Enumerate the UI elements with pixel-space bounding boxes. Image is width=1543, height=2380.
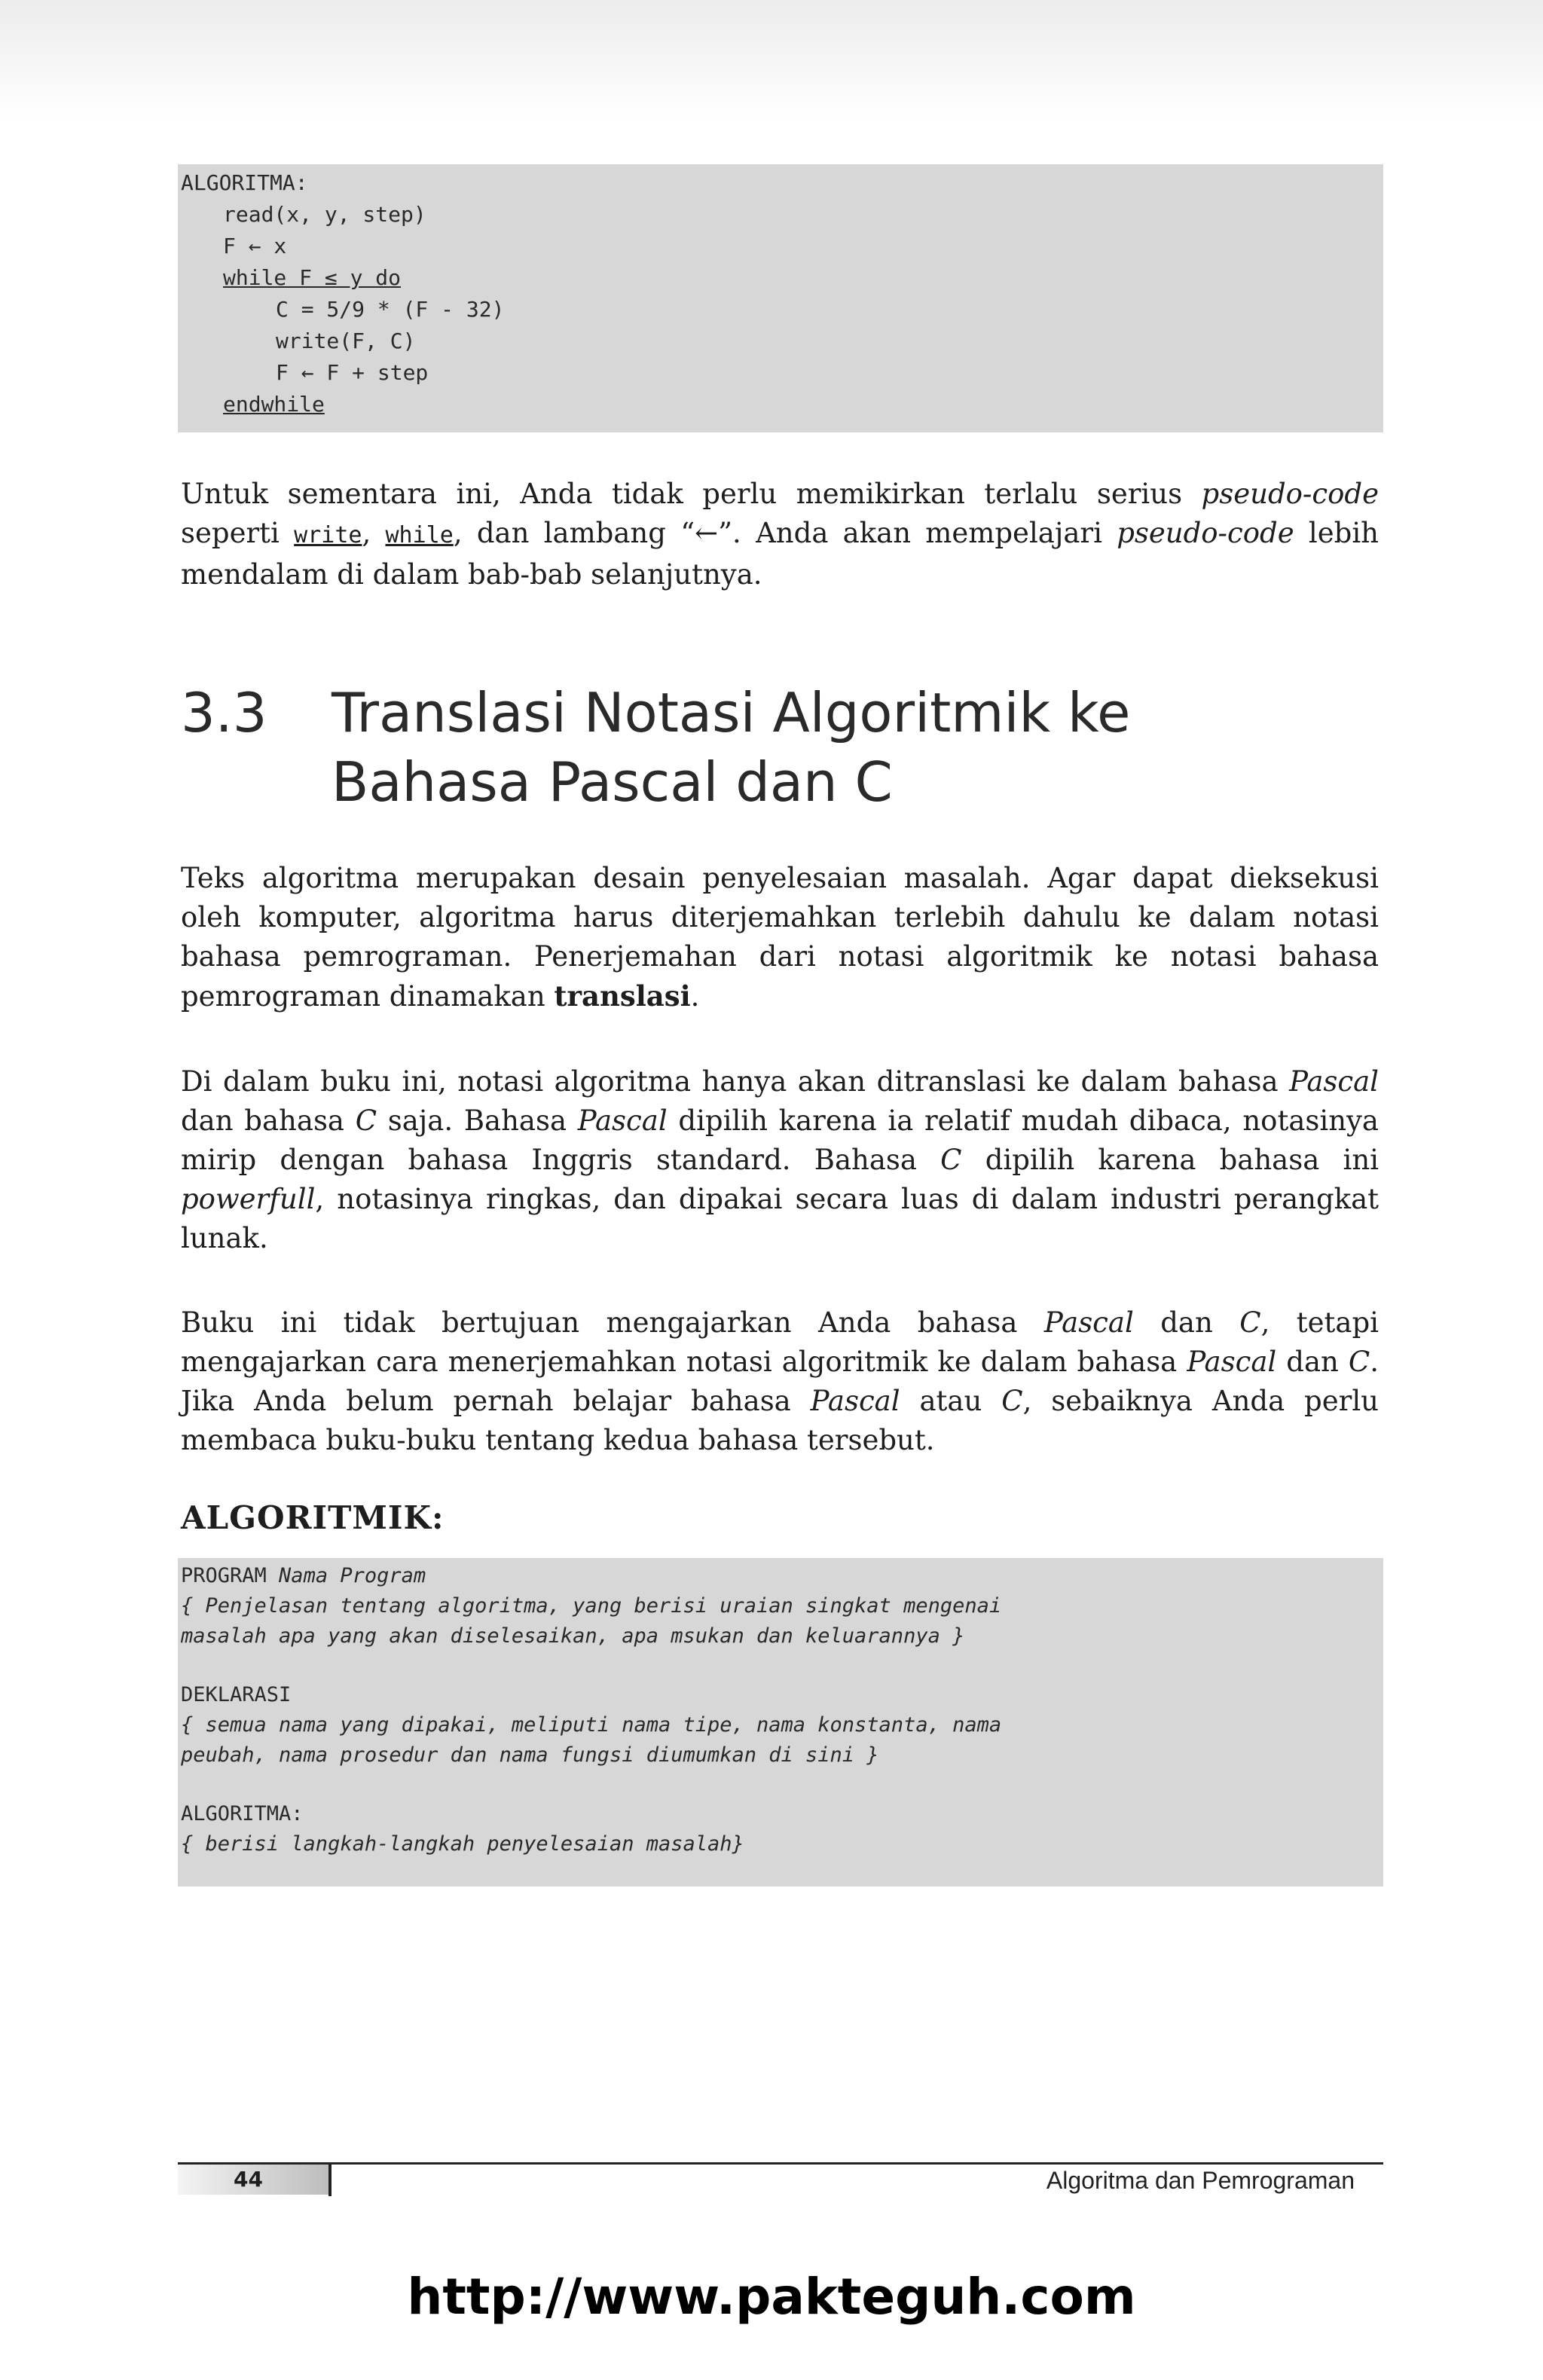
page-number: 44 <box>234 2167 263 2192</box>
footer-divider <box>328 2165 332 2196</box>
code-line: ALGORITMA: <box>181 170 308 195</box>
keyword-while: while F ≤ y do <box>223 265 402 290</box>
code-line-program: PROGRAM Nama Program <box>181 1564 426 1587</box>
code-line: read(x, y, step) <box>223 202 426 227</box>
code-comment: { semua nama yang dipakai, meliputi nama tipe, nama konstanta, nama <box>181 1713 1002 1737</box>
algoritmik-label: ALGORITMIK: <box>181 1499 445 1536</box>
code-line: F ← F + step <box>276 360 429 385</box>
code-line: C = 5/9 * (F - 32) <box>276 297 505 322</box>
footer-rule <box>178 2162 1383 2165</box>
section-title-line1: Translasi Notasi Algoritmik ke <box>332 681 1131 744</box>
code-block-algorithm-example <box>178 164 1383 432</box>
code-comment: peubah, nama prosedur dan nama fungsi diumumkan di sini } <box>181 1743 879 1767</box>
section-number: 3.3 <box>181 681 267 744</box>
code-comment: { berisi langkah-langkah penyelesaian masalah} <box>181 1832 744 1856</box>
page-top-shading <box>0 0 1543 121</box>
paragraph-translation-definition: Teks algoritma merupakan desain penyelesaian masalah. Agar dapat dieksekusi oleh komputer, algoritma harus diterjemahkan terlebih dahulu ke dalam notasi bahasa pemrograman. Penerjemahan dari notasi algoritmik ke notasi bahasa pemrograman dinamakan translasi. <box>181 862 1379 1013</box>
paragraph-language-choice: Di dalam buku ini, notasi algoritma hanya akan ditranslasi ke dalam bahasa Pascal dan bahasa C saja. Bahasa Pascal dipilih karena ia relatif mudah dibaca, notasinya mirip dengan bahasa Inggris standard. Bahasa C dipilih karena bahasa ini powerfull, notasinya ringkas, dan dipakai secara luas di dalam industri perangkat lunak. <box>181 1065 1379 1254</box>
code-block-program-template <box>178 1558 1383 1887</box>
code-line: F ← x <box>223 234 287 258</box>
book-title: Algoritma dan Pemrograman <box>1046 2167 1355 2194</box>
code-line-deklarasi: DEKLARASI <box>181 1683 292 1706</box>
paragraph-pseudocode-note: Untuk sementara ini, Anda tidak perlu memikirkan terlalu serius pseudo-code seperti write, while, dan lambang “←”. Anda akan mempelajari pseudo-code lebih mendalam di dalam bab-bab selanjutnya. <box>181 478 1379 591</box>
code-line-endwhile: endwhile <box>223 392 325 417</box>
code-comment: masalah apa yang akan diselesaikan, apa msukan dan keluarannya } <box>181 1624 965 1648</box>
website-url: http://www.pakteguh.com <box>407 2268 1136 2326</box>
code-line <box>223 265 401 290</box>
code-comment: { Penjelasan tentang algoritma, yang berisi uraian singkat mengenai <box>181 1594 1002 1618</box>
section-title-line2: Bahasa Pascal dan C <box>332 750 893 814</box>
code-line: write(F, C) <box>276 328 416 353</box>
paragraph-book-purpose: Buku ini tidak bertujuan mengajarkan Anda bahasa Pascal dan C, tetapi mengajarkan cara menerjemahkan notasi algoritmik ke dalam bahasa Pascal dan C. Jika Anda belum pernah belajar bahasa Pascal atau C, sebaiknya Anda perlu membaca buku-buku tentang kedua bahasa tersebut. <box>181 1306 1379 1456</box>
code-line-algoritma: ALGORITMA: <box>181 1802 304 1825</box>
